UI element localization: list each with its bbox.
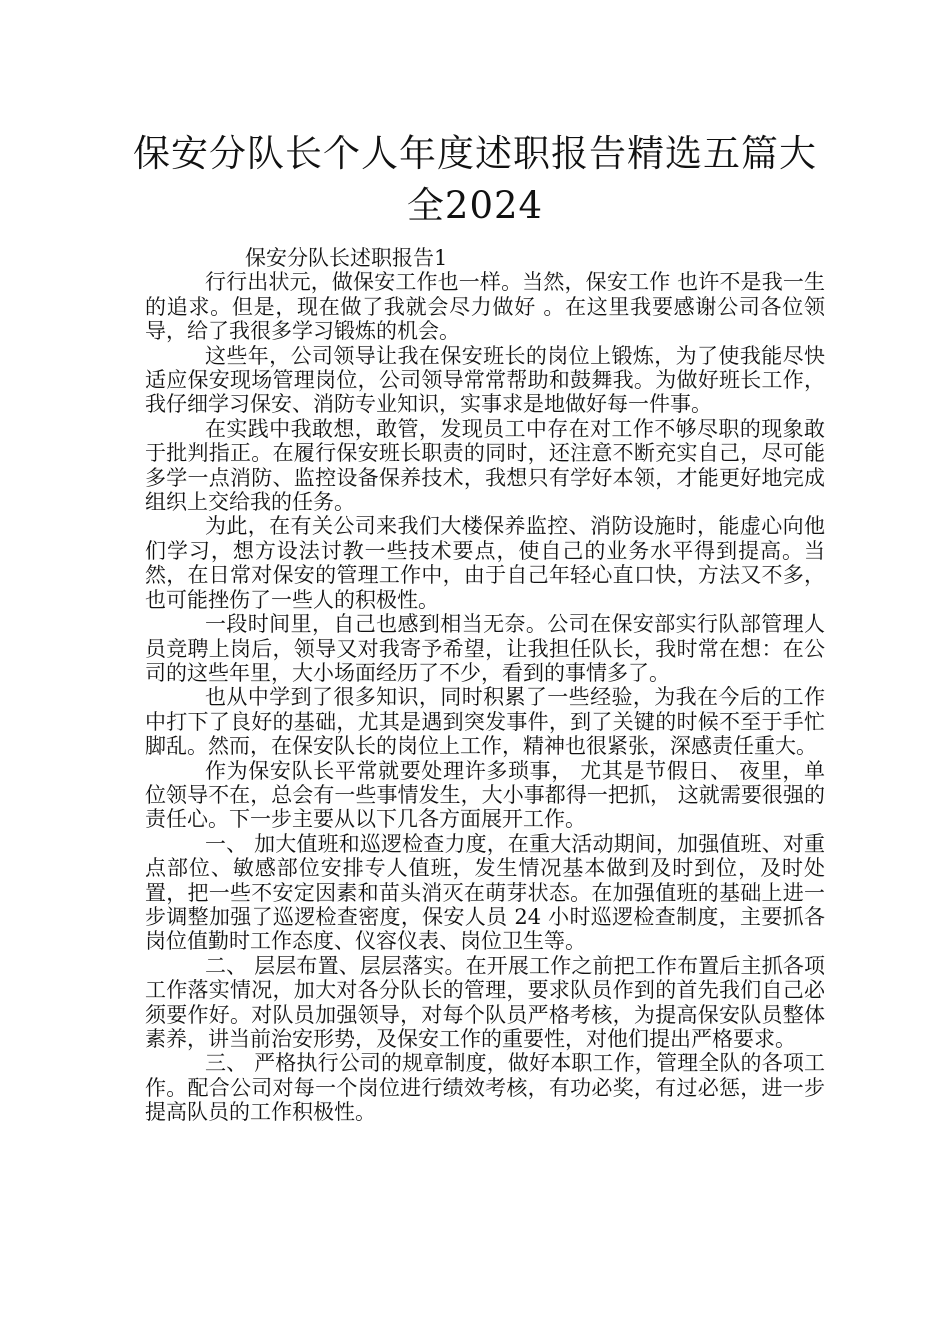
paragraph-4: 为此，在有关公司来我们大楼保养监控、消防设施时，能虚心向他们学习，想方设法讨教一些技术要点，使自己的业务水平得到提高。当然，在日常对保安的管理工作中，由于自己年轻心直口快，方法又不多，也可能挫伤了一些人的积极性。 bbox=[145, 514, 825, 612]
paragraph-1: 行行出状元，做保安工作也一样。当然，保安工作 也许不是我一生的追求。但是，现在做了我就会尽力做好 。在这里我要感谢公司各位领导，给了我很多学习锻炼的机会。 bbox=[145, 270, 825, 344]
paragraph-7: 作为保安队长平常就要处理许多琐事， 尤其是节假日、 夜里，单位领导不在，总会有一些事情发生，大小事都得一把抓， 这就需要很强的责任心。下一步主要从以下几各方面展开工作。 bbox=[145, 758, 825, 832]
paragraph-5: 一段时间里，自己也感到相当无奈。公司在保安部实行队部管理人员竞聘上岗后，领导又对我寄予希望，让我担任队长，我时常在想：在公司的这些年里，大小场面经历了不少，看到的事情多了。 bbox=[145, 612, 825, 685]
paragraph-9: 二、 层层布置、层层落实。在开展工作之前把工作布置后主抓各项工作落实情况，加大对各分队长的管理，要求队员作到的首先我们自己必须要作好。对队员加强领导，对每个队员严格考核，为提高保安队员整体素养，讲当前治安形势，及保安工作的重要性，对他们提出严格要求。 bbox=[145, 953, 825, 1051]
paragraph-10: 三、 严格执行公司的规章制度，做好本职工作，管理全队的各项工作。配合公司对每一个岗位进行绩效考核，有功必奖，有过必惩，进一步提高队员的工作积极性。 bbox=[145, 1051, 825, 1125]
paragraph-2: 这些年，公司领导让我在保安班长的岗位上锻炼，为了使我能尽快适应保安现场管理岗位，公司领导常常帮助和鼓舞我。为做好班长工作，我仔细学习保安、消防专业知识，实事求是地做好每一件事。 bbox=[145, 343, 825, 417]
paragraph-8: 一、 加大值班和巡逻检查力度，在重大活动期间，加强值班、对重点部位、敏感部位安排专人值班，发生情况基本做到及时到位，及时处置，把一些不安定因素和苗头消灭在萌芽状态。在加强值班的基础上进一步调整加强了巡逻检查密度，保安人员 24 小时巡逻检查制度，主要抓各岗位值勤时工作态度、仪容仪表、岗位卫生等。 bbox=[145, 831, 825, 954]
section-heading: 保安分队长述职报告1 bbox=[245, 246, 448, 270]
document-body bbox=[145, 246, 825, 1125]
paragraph-6: 也从中学到了很多知识，同时积累了一些经验，为我在今后的工作中打下了良好的基础，尤其是遇到突发事件，到了关键的时候不至于手忙脚乱。然而，在保安队长的岗位上工作，精神也很紧张，深感责任重大。 bbox=[145, 685, 825, 759]
paragraph-3: 在实践中我敢想，敢管，发现员工中存在对工作不够尽职的现象敢于批判指正。在履行保安班长职责的同时，还注意不断充实自己，尽可能多学一点消防、监控设备保养技术，我想只有学好本领，才能更好地完成组织上交给我的任务。 bbox=[145, 416, 825, 515]
document-title: 保安分队长个人年度述职报告精选五篇大全2024 bbox=[133, 132, 817, 227]
